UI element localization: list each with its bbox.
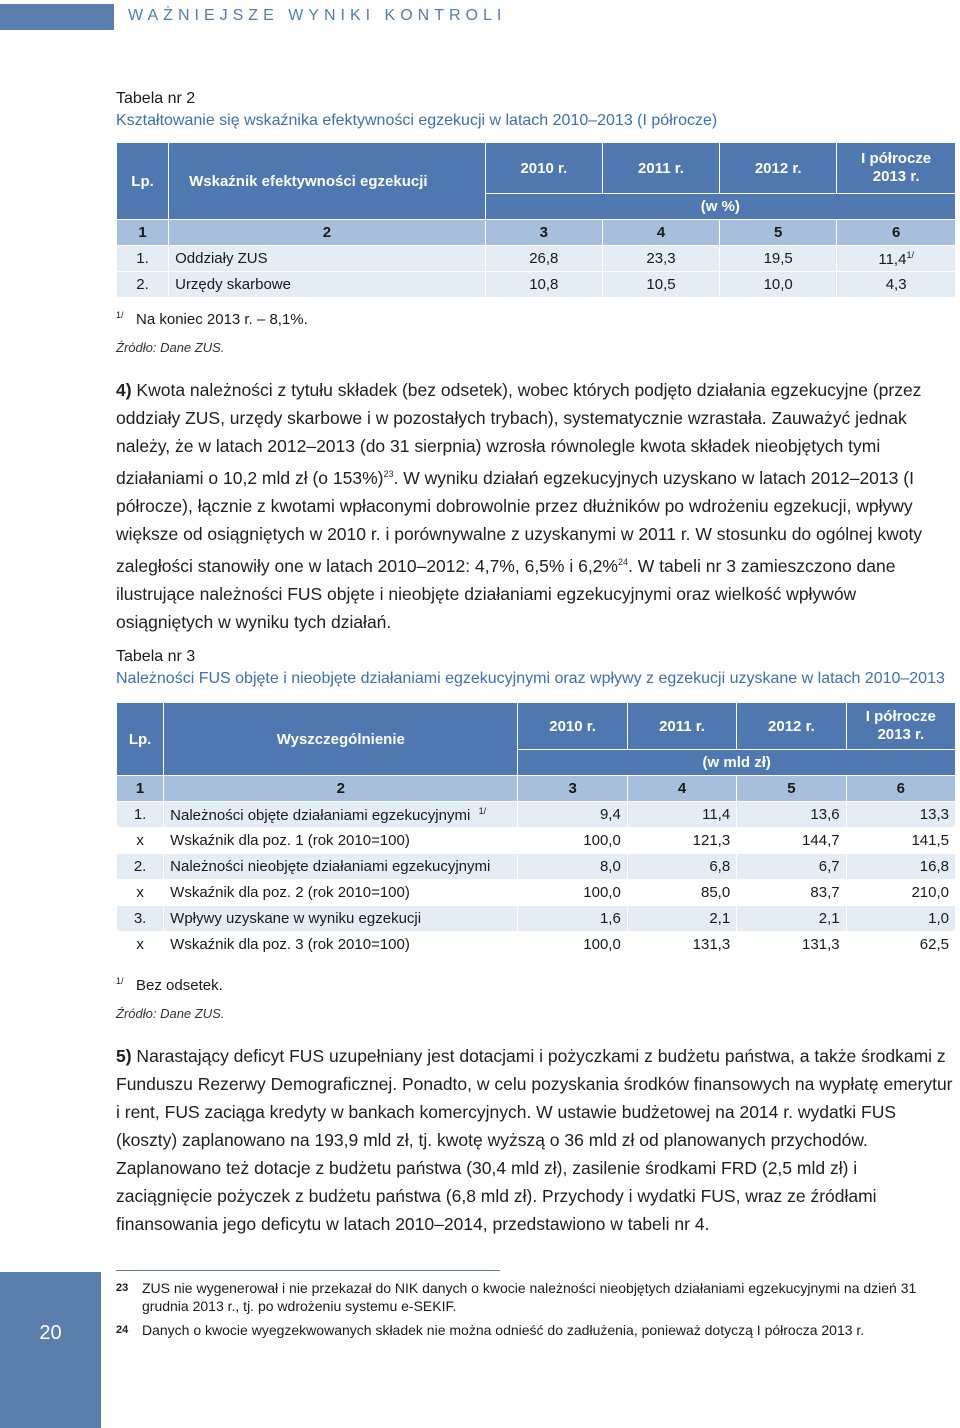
paragraph-number: 4): [116, 380, 132, 400]
note-text: Na koniec 2013 r. – 8,1%.: [136, 311, 308, 328]
page-number-block: [0, 1272, 101, 1428]
row-lp: x: [117, 932, 164, 958]
row-name: Oddziały ZUS: [169, 246, 486, 272]
row-name: Wskaźnik dla poz. 3 (rok 2010=100): [164, 932, 518, 958]
table3-wrapper: [116, 702, 956, 958]
page-header: [0, 0, 960, 34]
row-value-2012: 2,1: [737, 906, 846, 932]
row-value-2010: 26,8: [485, 246, 602, 272]
table2-col-number: 3: [485, 220, 602, 246]
table3-col-number: 4: [627, 776, 736, 802]
table2-header-2013: I półrocze 2013 r.: [837, 143, 956, 194]
row-value-2011: 10,5: [602, 272, 719, 298]
table2-title: Kształtowanie się wskaźnika efektywności egzekucji w latach 2010–2013 (I półrocze): [116, 112, 718, 129]
paragraph-4: [116, 376, 956, 636]
table2-col-number: 1: [117, 220, 169, 246]
row-value-2012: 144,7: [737, 828, 846, 854]
paragraph-text: Kwota należności z tytułu składek (bez odsetek), wobec których podjęto działania egzekucyjne (przez oddziały ZUS, urzędy skarbowe i w pozostałych trybach), systematycznie wzrastała. Zauważyć jednak należy, że w latach 2012–2013 (do 31 sierpnia) wzrosła równolegle kwota składek nieobjętych tymi działaniami o 10,2 mld zł (o 153%): [116, 380, 922, 488]
table2-header-2012: 2012 r.: [720, 143, 837, 194]
footnote-ref: 24: [617, 556, 628, 567]
row-value: 11,4: [878, 250, 907, 268]
row-value-2012: 6,7: [737, 854, 846, 880]
paragraph-5: [116, 1042, 956, 1238]
page-number: 20: [39, 1322, 62, 1344]
table-row: [117, 906, 956, 932]
table2-source: Źródło: Dane ZUS.: [116, 340, 225, 355]
footnote-number: 23: [116, 1282, 129, 1294]
footnote: [116, 1279, 956, 1315]
table2-section: [116, 88, 956, 132]
row-value-2012: 10,0: [720, 272, 837, 298]
table3-note: [116, 976, 956, 994]
row-value-2012: 13,6: [737, 802, 846, 828]
paragraph-text: . W wyniku działań egzekucyjnych uzyskano w latach 2012–2013 (I półrocze), łącznie z kwotami wpłaconymi dobrowolnie przez dłużników po wdrożeniu egzekucji, wpływy większe od osiągniętych w 2010 r. i porównywalne z uzyskanymi w 2011 r. W stosunku do ogólnej kwoty zaległości stanowiły one w latach 2010–2012: 4,7%, 6,5% i 6,2%: [116, 467, 923, 576]
row-value-2011: 2,1: [627, 906, 736, 932]
row-value-2011: 6,8: [627, 854, 736, 880]
row-lp: 1.: [117, 246, 169, 272]
table3-header-2012: 2012 r.: [737, 703, 846, 750]
row-name: Wskaźnik dla poz. 1 (rok 2010=100): [164, 828, 518, 854]
row-lp: 2.: [117, 854, 164, 880]
table-row: [117, 932, 956, 958]
table2: [116, 142, 956, 298]
note-marker: 1/: [116, 976, 124, 986]
row-name: Należności nieobjęte działaniami egzekucyjnymi: [164, 854, 518, 880]
table3-label: Tabela nr 3: [116, 648, 196, 665]
row-lp: x: [117, 828, 164, 854]
table3-col-number: 6: [846, 776, 955, 802]
row-value-2013: 1,0: [846, 906, 955, 932]
table3-section: [116, 646, 956, 690]
table3-header-name: Wyszczególnienie: [164, 703, 518, 776]
row-lp: x: [117, 880, 164, 906]
table3: [116, 702, 956, 958]
row-value-2010: 100,0: [518, 880, 627, 906]
row-value-2010: 100,0: [518, 828, 627, 854]
row-value-2010: 100,0: [518, 932, 627, 958]
row-value-2013: 141,5: [846, 828, 955, 854]
row-value-2013: 16,8: [846, 854, 955, 880]
row-value-2012: 19,5: [720, 246, 837, 272]
table3-col-number: 3: [518, 776, 627, 802]
table-row: [117, 828, 956, 854]
row-value-2011: 85,0: [627, 880, 736, 906]
row-value-2012: 131,3: [737, 932, 846, 958]
table3-title: Należności FUS objęte i nieobjęte działaniami egzekucyjnymi oraz wpływy z egzekucji uzyskane w latach 2010–2013: [116, 670, 945, 687]
header-title: WAŻNIEJSZE WYNIKI KONTROLI: [128, 7, 507, 24]
row-name-text: Należności objęte działaniami egzekucyjnymi: [170, 806, 471, 824]
note-marker: 1/: [116, 310, 124, 320]
table3-col-number: 1: [117, 776, 164, 802]
table2-col-number: 2: [169, 220, 486, 246]
row-name: [164, 802, 518, 828]
row-value-2011: 121,3: [627, 828, 736, 854]
row-value-2013: 62,5: [846, 932, 955, 958]
row-value-2010: 1,6: [518, 906, 627, 932]
table2-note: [116, 310, 956, 328]
table2-label: Tabela nr 2: [116, 90, 196, 107]
table3-header-lp: Lp.: [117, 703, 164, 776]
header-color-block: [0, 4, 114, 30]
footnote-number: 24: [116, 1324, 129, 1336]
footnote-divider: [116, 1270, 500, 1271]
table2-header-2011: 2011 r.: [602, 143, 719, 194]
row-value-2012: 83,7: [737, 880, 846, 906]
table-row: [117, 802, 956, 828]
row-name: Urzędy skarbowe: [169, 272, 486, 298]
footnote-text: Danych o kwocie wyegzekwowanych składek nie można odnieść do zadłużenia, ponieważ dotyczą I półrocza 2013 r.: [142, 1322, 865, 1338]
row-value-2011: 131,3: [627, 932, 736, 958]
table-row: [117, 880, 956, 906]
table-row: [117, 272, 956, 298]
footnote: [116, 1321, 956, 1339]
row-name: Wpływy uzyskane w wyniku egzekucji: [164, 906, 518, 932]
table2-col-number: 5: [720, 220, 837, 246]
row-lp: 2.: [117, 272, 169, 298]
row-value-2013: 210,0: [846, 880, 955, 906]
table3-header-unit: (w mld zł): [518, 750, 956, 776]
row-value-2010: 9,4: [518, 802, 627, 828]
table2-wrapper: [116, 142, 956, 298]
table-row: [117, 854, 956, 880]
table3-header-2010: 2010 r.: [518, 703, 627, 750]
table3-col-number: 2: [164, 776, 518, 802]
row-name: Wskaźnik dla poz. 2 (rok 2010=100): [164, 880, 518, 906]
row-value-2010: 10,8: [485, 272, 602, 298]
paragraph-text: . W tabeli nr 3 zamieszczono dane ilustrujące należności FUS objęte i nieobjęte działaniami egzekucyjnymi oraz wielkość wpływów osiągniętych w wyniku tych działań.: [116, 555, 896, 632]
table3-header-2011: 2011 r.: [627, 703, 736, 750]
table3-number-row: [117, 776, 956, 802]
row-value-2011: 23,3: [602, 246, 719, 272]
table2-header-lp: Lp.: [117, 143, 169, 220]
row-value-2011: 11,4: [627, 802, 736, 828]
table3-header-2013: I półrocze 2013 r.: [846, 703, 955, 750]
paragraph-number: 5): [116, 1046, 132, 1066]
row-lp: 1.: [117, 802, 164, 828]
row-value-2010: 8,0: [518, 854, 627, 880]
row-value-2013: 13,3: [846, 802, 955, 828]
table2-col-number: 6: [837, 220, 956, 246]
row-footnote-marker: 1/: [478, 805, 487, 816]
row-footnote-marker: 1/: [906, 249, 914, 260]
note-text: Bez odsetek.: [136, 977, 223, 994]
row-value-2013: [837, 246, 956, 272]
table3-source: Źródło: Dane ZUS.: [116, 1006, 225, 1021]
row-lp: 3.: [117, 906, 164, 932]
row-value-2013: 4,3: [837, 272, 956, 298]
table3-col-number: 5: [737, 776, 846, 802]
table2-header-unit: (w %): [485, 194, 955, 220]
table2-number-row: [117, 220, 956, 246]
table2-col-number: 4: [602, 220, 719, 246]
table2-header-2010: 2010 r.: [485, 143, 602, 194]
table2-header-name: Wskaźnik efektywności egzekucji: [169, 143, 486, 220]
paragraph-text: Narastający deficyt FUS uzupełniany jest dotacjami i pożyczkami z budżetu państwa, a także środkami z Funduszu Rezerwy Demograficznej. Ponadto, w celu pozyskania środków finansowych na wypłatę emerytur i rent, FUS zaciąga kredyty w bankach komercyjnych. W ustawie budżetowej na 2014 r. wydatki FUS (koszty) zaplanowano na 193,9 mld zł, tj. kwotę wyższą o 36 mld zł od planowanych przychodów. Zaplanowano też dotacje z budżetu państwa (30,4 mld zł), zasilenie środkami FRD (2,5 mld zł) i zaciągnięcie pożyczek z budżetu państwa (6,8 mld zł). Przychody i wydatki FUS, wraz ze źródłami finansowania jego deficytu w latach 2010–2014, przedstawiono w tabeli nr 4.: [116, 1046, 953, 1234]
footnote-ref: 23: [383, 469, 394, 479]
footnote-text: ZUS nie wygenerował i nie przekazał do NIK danych o kwocie należności nieobjętych działaniami egzekucyjnymi na dzień 31 grudnia 2013 r., tj. po wdrożeniu systemu e-SEKIF.: [142, 1280, 917, 1314]
table-row: [117, 246, 956, 272]
